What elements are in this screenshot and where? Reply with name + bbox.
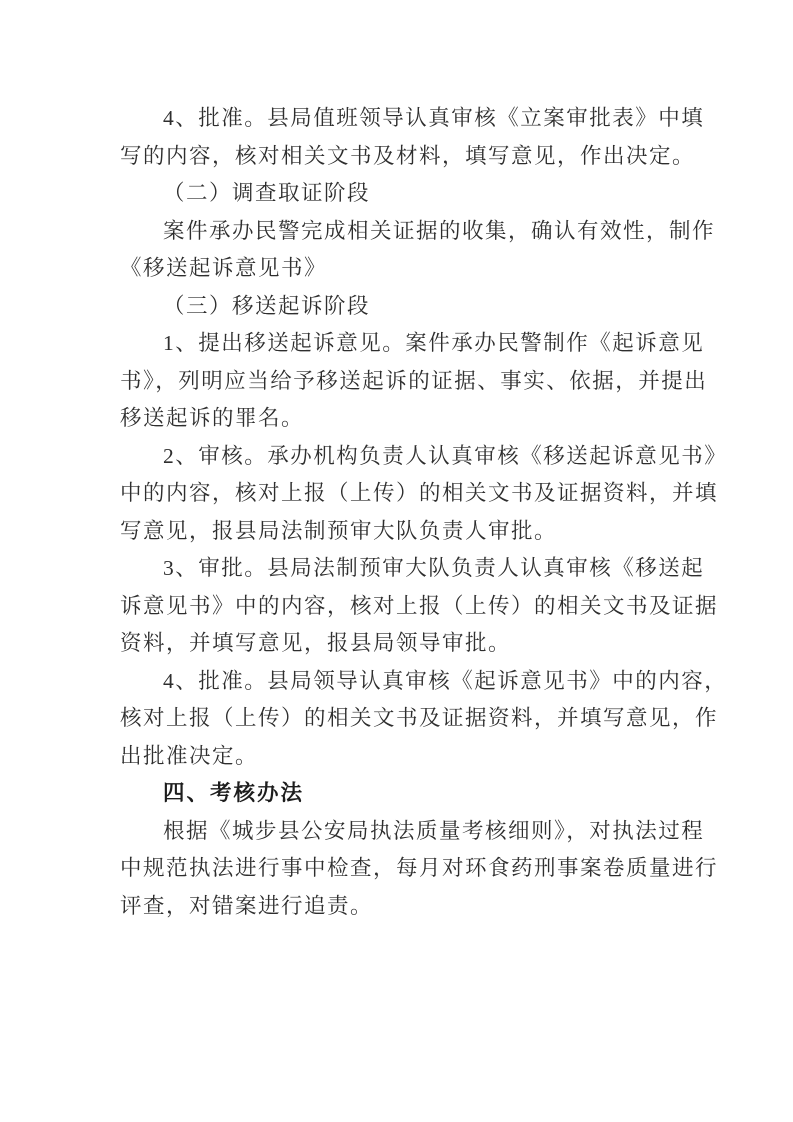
text-line: 出批准决定。 bbox=[120, 743, 259, 768]
text-line: 案件承办民警完成相关证据的收集，确认有效性，制作 bbox=[163, 218, 716, 243]
text-line: 3、审批。县局法制预审大队负责人认真审核《移送起 bbox=[163, 556, 705, 580]
text-line: 中规范执法进行事中检查，每月对环食药刑事案卷质量进行 bbox=[120, 856, 719, 880]
text-line: 资料，并填写意见，报县局领导审批。 bbox=[120, 631, 512, 655]
text-line: 移送起诉的罪名。 bbox=[120, 406, 305, 430]
text-line: 写意见，报县局法制预审大队负责人审批。 bbox=[120, 518, 558, 543]
document-body bbox=[120, 100, 735, 925]
text-line: 1、提出移送起诉意见。案件承办民警制作《起诉意见 bbox=[163, 331, 705, 355]
text-line: 根据《城步县公安局执法质量考核细则》，对执法过程 bbox=[163, 818, 705, 843]
text-line: 写的内容，核对相关文书及材料，填写意见，作出决定。 bbox=[120, 143, 696, 168]
text-line: （二）调查取证阶段 bbox=[163, 181, 371, 205]
text-line: 核对上报（上传）的相关文书及证据资料，并填写意见，作 bbox=[120, 706, 719, 730]
text-line: （三）移送起诉阶段 bbox=[163, 293, 371, 318]
text-line: 4、批准。县局领导认真审核《起诉意见书》中的内容， bbox=[163, 668, 728, 693]
text-line: 《移送起诉意见书》 bbox=[120, 256, 328, 280]
text-line: 评查，对错案进行追责。 bbox=[120, 893, 374, 918]
text-line: 诉意见书》中的内容，核对上报（上传）的相关文书及证据 bbox=[120, 593, 719, 618]
text-line: 2、审核。承办机构负责人认真审核《移送起诉意见书》 bbox=[163, 443, 728, 468]
text-line: 4、批准。县局值班领导认真审核《立案审批表》中填 bbox=[163, 106, 705, 130]
text-line: 书》，列明应当给予移送起诉的证据、事实、依据，并提出 bbox=[120, 368, 708, 393]
text-line: 中的内容，核对上报（上传）的相关文书及证据资料，并填 bbox=[120, 481, 719, 505]
section-heading: 四、考核办法 bbox=[163, 781, 305, 805]
